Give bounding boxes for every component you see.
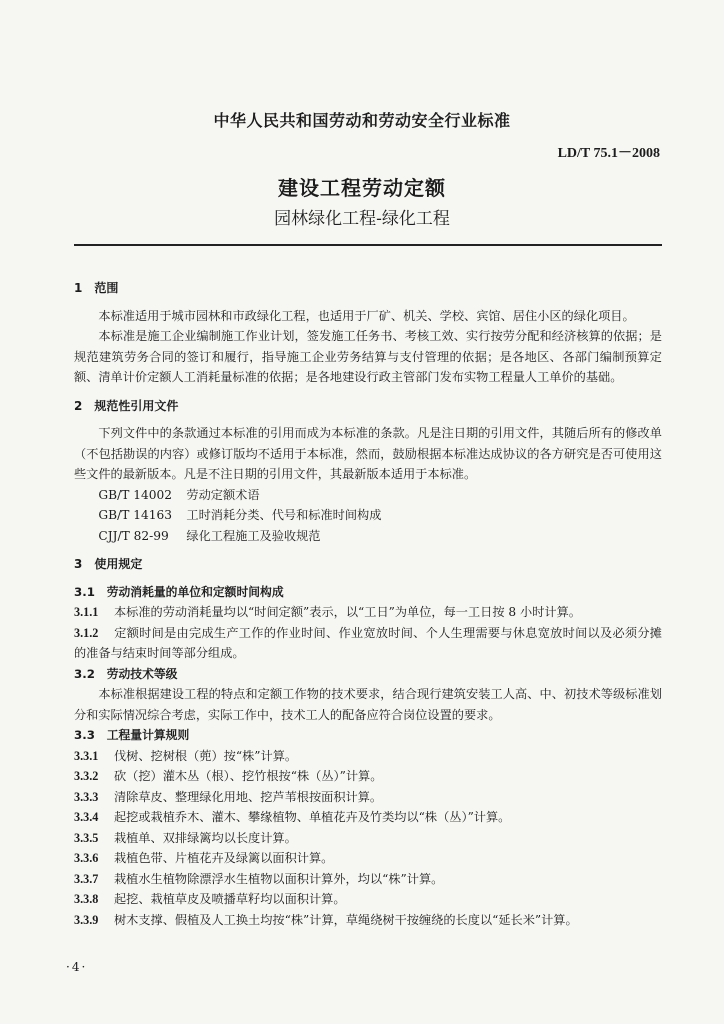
title-divider [74, 244, 662, 246]
rule-number: 3.3.1 [74, 748, 99, 763]
rule-text: 栽植水生植物除漂浮水生植物以面积计算外，均以“株”计算。 [114, 871, 444, 886]
rule-item [74, 807, 662, 828]
clause-3-2-heading: 3.2 劳动技术等级 [74, 666, 178, 681]
reference-code: GB/T 14002 [98, 487, 172, 502]
rule-number: 3.3.8 [74, 892, 99, 906]
rule-text: 伐树、挖树根（蔸）按“株”计算。 [114, 748, 298, 763]
standard-organization-header: 中华人民共和国劳动和劳动安全行业标准 [213, 111, 511, 130]
clause-number: 3.1.1 [74, 605, 99, 619]
rule-text: 栽植色带、片植花卉及绿篱以面积计算。 [114, 851, 334, 865]
section-1-heading: 1 范围 [74, 281, 119, 295]
reference-title: 工时消耗分类、代号和标准时间构成 [186, 508, 382, 522]
clause-3-1-2 [74, 623, 662, 664]
clause-3-2-paragraph: 本标准根据建设工程的特点和定额工作物的技术要求，结合现行建筑安装工人高、中、初技术等级标准划分和实际情况综合考虑，实际工作中，技术工人的配备应符合岗位设置的要求。 [74, 687, 662, 722]
rule-item [74, 766, 662, 787]
section-2-paragraph: 下列文件中的条款通过本标准的引用而成为本标准的条款。凡是注日期的引用文件，其随后所有的修改单（不包括勘误的内容）或修订版均不适用于本标准，然而，鼓励根据本标准达成协议的各方研究是否可使用这些文件的最新版本。凡是不注日期的引用文件，其最新版本适用于本标准。 [74, 426, 662, 481]
rule-item [74, 889, 662, 910]
rule-item [74, 848, 662, 869]
document-title: 建设工程劳动定额 [278, 176, 446, 200]
document-body [74, 278, 662, 930]
rule-item [74, 828, 662, 849]
clause-text: 本标准的劳动消耗量均以“时间定额”表示，以“工日”为单位，每一工日按 8 小时计算。 [114, 605, 581, 619]
page-number: ·4· [66, 960, 88, 974]
rule-number: 3.3.2 [74, 769, 99, 783]
rule-text: 清除草皮、整理绿化用地、挖芦苇根按面积计算。 [114, 789, 383, 804]
rule-number: 3.3.9 [74, 912, 99, 927]
clause-text: 定额时间是由完成生产工作的作业时间、作业宽放时间、个人生理需要与休息宽放时间以及必须分摊的准备与结束时间等部分组成。 [74, 625, 662, 660]
reference-title: 劳动定额术语 [186, 487, 260, 502]
rule-text: 砍（挖）灌木丛（根）、挖竹根按“株（丛）”计算。 [114, 769, 383, 783]
document-subtitle: 园林绿化工程-绿化工程 [274, 209, 450, 229]
rule-text: 树木支撑、假植及人工换土均按“株”计算，草绳绕树干按缠绕的长度以“延长米”计算。 [114, 912, 578, 927]
rule-number: 3.3.3 [74, 789, 99, 804]
clause-3-3-heading: 3.3 工程量计算规则 [74, 728, 190, 742]
reference-item [74, 526, 662, 547]
rule-number: 3.3.6 [74, 851, 99, 865]
reference-item [74, 505, 662, 526]
clause-3-1-1 [74, 602, 662, 623]
rule-text: 起挖或栽植乔木、灌木、攀缘植物、单植花卉及竹类均以“株（丛）”计算。 [114, 810, 511, 824]
reference-code: CJJ/T 82-99 [98, 528, 169, 543]
standard-code: LD/T 75.1－2008 [557, 146, 660, 161]
rule-number: 3.3.5 [74, 830, 99, 845]
rule-item [74, 910, 662, 931]
reference-title: 绿化工程施工及验收规范 [186, 528, 321, 543]
rule-number: 3.3.4 [74, 810, 99, 824]
rule-item [74, 787, 662, 808]
section-2-heading: 2 规范性引用文件 [74, 398, 179, 413]
reference-item [74, 485, 662, 506]
section-1-paragraph-1: 本标准适用于城市园林和市政绿化工程，也适用于厂矿、机关、学校、宾馆、居住小区的绿化项目。 [98, 308, 635, 323]
rule-item [74, 869, 662, 890]
rule-number: 3.3.7 [74, 871, 99, 886]
rule-text: 栽植单、双排绿篱均以长度计算。 [114, 830, 297, 845]
clause-number: 3.1.2 [74, 625, 99, 640]
section-3-heading: 3 使用规定 [74, 557, 143, 571]
section-1-paragraph-2: 本标准是施工企业编制施工作业计划，签发施工任务书、考核工效、实行按劳分配和经济核算的依据；是规范建筑劳务合同的签订和履行，指导施工企业劳务结算与支付管理的依据；是各地区、各部门编制预算定额、清单计价定额人工消耗量标准的依据；是各地建设行政主管部门发布实物工程量人工单价的基础。 [74, 329, 662, 384]
rule-text: 起挖、栽植草皮及喷播草籽均以面积计算。 [114, 892, 346, 906]
reference-code: GB/T 14163 [98, 508, 172, 522]
clause-3-1-heading: 3.1 劳动消耗量的单位和定额时间构成 [74, 584, 284, 599]
rule-item [74, 746, 662, 767]
